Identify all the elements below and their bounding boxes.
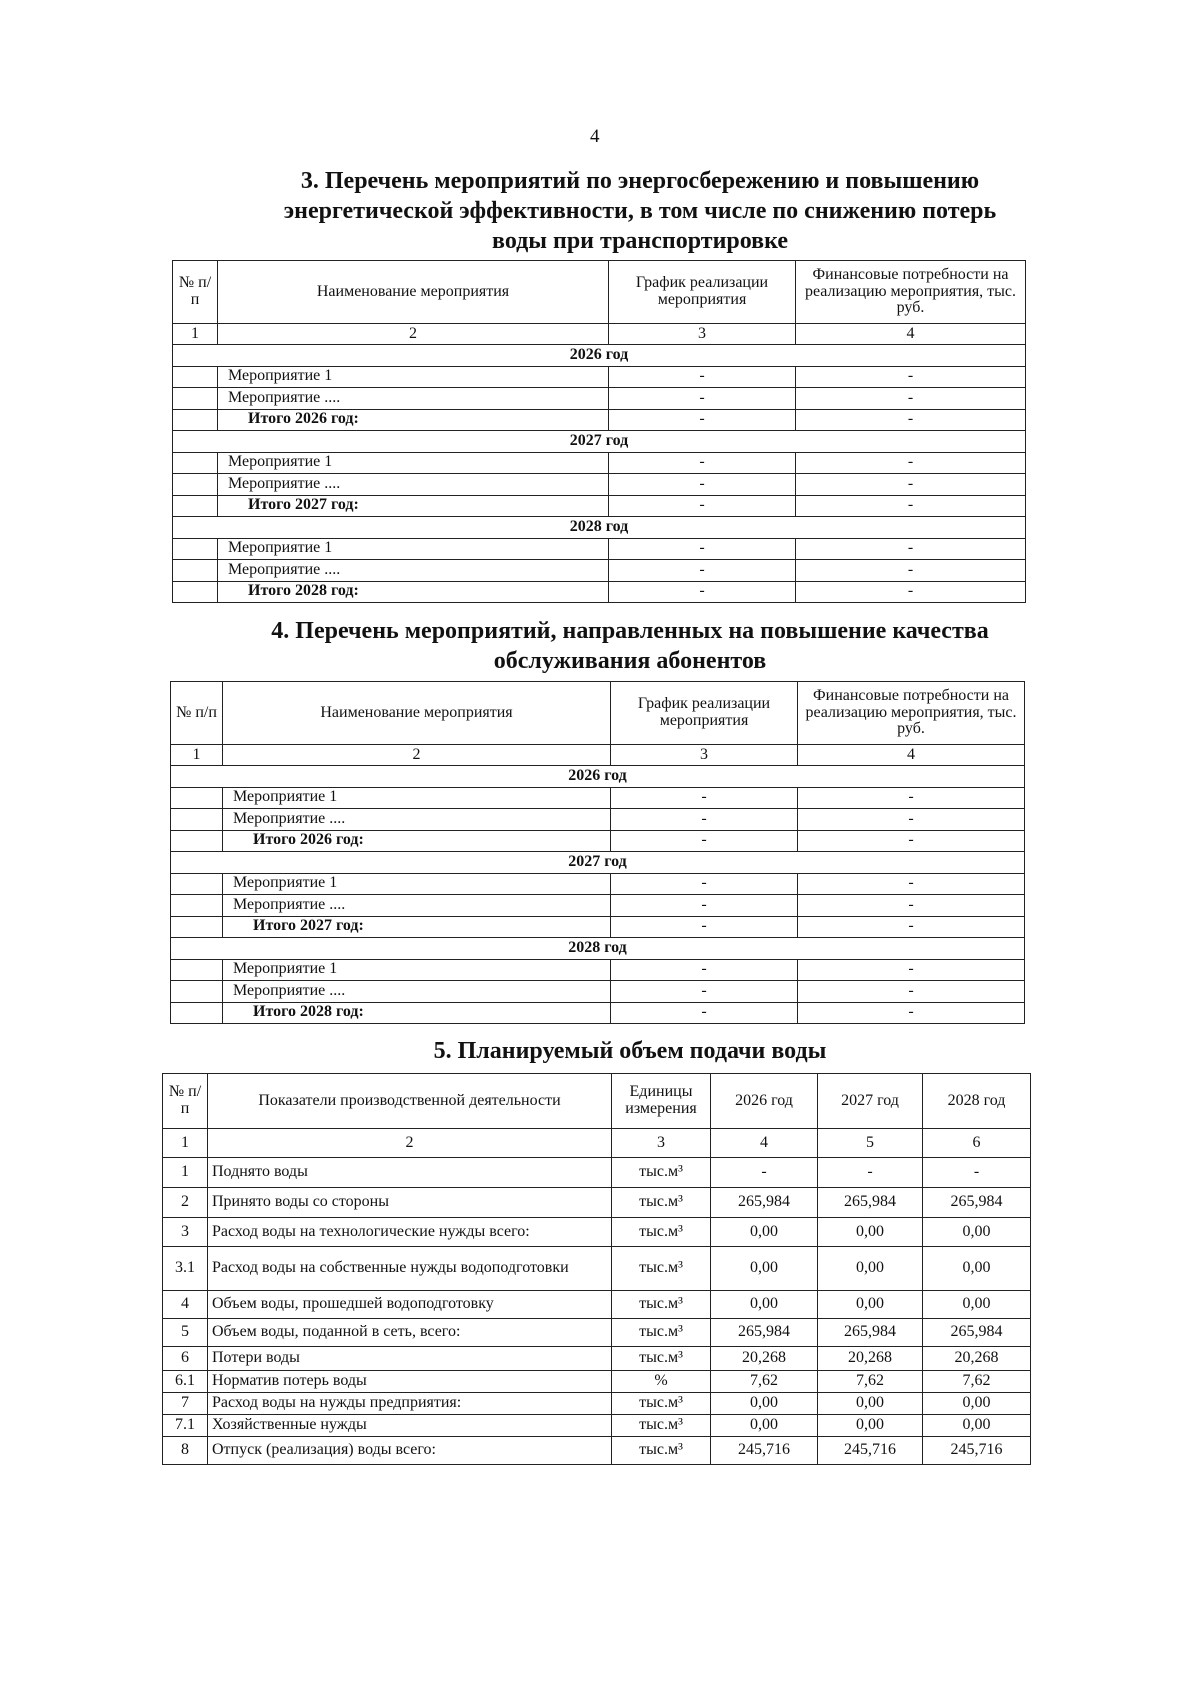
schedule: - [611, 959, 798, 981]
indicator-name: Хозяйственные нужды [208, 1415, 612, 1437]
value-2026: 0,00 [711, 1291, 818, 1319]
schedule: - [611, 981, 798, 1003]
value-2027: - [818, 1158, 923, 1188]
total-label: Итого 2027 год: [223, 916, 611, 938]
measure-name: Мероприятие 1 [223, 787, 611, 809]
schedule: - [609, 366, 796, 388]
table-row [171, 809, 1025, 831]
empty-cell [173, 474, 218, 496]
measure-name: Мероприятие .... [223, 895, 611, 917]
total-label: Итого 2028 год: [218, 581, 609, 603]
column-number: 6 [923, 1129, 1031, 1158]
indicator-name: Объем воды, поданной в сеть, всего: [208, 1319, 612, 1347]
title-line: 3. Перечень мероприятий по энергосбережению и повышению [300, 168, 980, 194]
table-row [171, 981, 1025, 1003]
header-row [163, 1074, 1031, 1129]
total-row [171, 1002, 1025, 1024]
column-number: 1 [171, 745, 223, 766]
total-label: Итого 2027 год: [218, 495, 609, 517]
schedule: - [611, 873, 798, 895]
row-number: 3.1 [163, 1247, 208, 1291]
indicator-name: Объем воды, прошедшей водоподготовку [208, 1291, 612, 1319]
column-number: 5 [818, 1129, 923, 1158]
row-number: 6 [163, 1347, 208, 1371]
value-2026: 20,268 [711, 1347, 818, 1371]
schedule: - [611, 895, 798, 917]
year-label: 2028 год [171, 938, 1025, 960]
column-header: Наименование мероприятия [218, 261, 609, 324]
financing: - [796, 388, 1026, 410]
column-number: 3 [611, 745, 798, 766]
unit: тыс.м³ [612, 1188, 711, 1218]
unit: тыс.м³ [612, 1247, 711, 1291]
financing: - [796, 538, 1026, 560]
column-number: 3 [612, 1129, 711, 1158]
section4-title [180, 616, 1080, 676]
column-header: № п/п [173, 261, 218, 324]
table-row [171, 959, 1025, 981]
schedule: - [609, 495, 796, 517]
column-number-row [163, 1129, 1031, 1158]
value-2027: 7,62 [818, 1371, 923, 1393]
measure-name: Мероприятие 1 [223, 959, 611, 981]
year-row [173, 431, 1026, 453]
table-row [173, 452, 1026, 474]
measure-name: Мероприятие .... [223, 809, 611, 831]
column-number: 2 [208, 1129, 612, 1158]
measure-name: Мероприятие .... [218, 388, 609, 410]
indicator-name: Норматив потерь воды [208, 1371, 612, 1393]
column-header: № п/п [163, 1074, 208, 1129]
value-2027: 0,00 [818, 1247, 923, 1291]
unit: тыс.м³ [612, 1218, 711, 1247]
row-number: 7.1 [163, 1415, 208, 1437]
table-row [163, 1347, 1031, 1371]
water-supply-table [162, 1073, 1031, 1465]
column-header: № п/п [171, 682, 223, 745]
page-number: 4 [590, 126, 600, 147]
column-header: График реализации мероприятия [609, 261, 796, 324]
year-row [171, 938, 1025, 960]
column-number: 4 [711, 1129, 818, 1158]
row-number: 1 [163, 1158, 208, 1188]
total-label: Итого 2028 год: [223, 1002, 611, 1024]
section5-title: 5. Планируемый объем подачи воды [433, 1038, 827, 1064]
schedule: - [611, 916, 798, 938]
column-header: Единицы измерения [612, 1074, 711, 1129]
value-2027: 0,00 [818, 1415, 923, 1437]
column-header: 2028 год [923, 1074, 1031, 1129]
schedule: - [609, 452, 796, 474]
indicator-name: Расход воды на технологические нужды всего: [208, 1218, 612, 1247]
table-row [173, 474, 1026, 496]
financing: - [796, 495, 1026, 517]
schedule: - [609, 581, 796, 603]
value-2027: 265,984 [818, 1188, 923, 1218]
column-number: 4 [798, 745, 1025, 766]
value-2028: - [923, 1158, 1031, 1188]
unit: тыс.м³ [612, 1393, 711, 1415]
schedule: - [609, 409, 796, 431]
empty-cell [173, 495, 218, 517]
value-2028: 0,00 [923, 1291, 1031, 1319]
financing: - [796, 560, 1026, 582]
measure-name: Мероприятие .... [223, 981, 611, 1003]
column-header: Финансовые потребности на реализацию мероприятия, тыс. руб. [798, 682, 1025, 745]
total-label: Итого 2026 год: [223, 830, 611, 852]
row-number: 2 [163, 1188, 208, 1218]
financing: - [798, 873, 1025, 895]
empty-cell [173, 366, 218, 388]
empty-cell [173, 581, 218, 603]
financing: - [798, 916, 1025, 938]
indicator-name: Поднято воды [208, 1158, 612, 1188]
unit: % [612, 1371, 711, 1393]
table-row [171, 895, 1025, 917]
value-2027: 265,984 [818, 1319, 923, 1347]
value-2028: 265,984 [923, 1188, 1031, 1218]
column-header: График реализации мероприятия [611, 682, 798, 745]
row-number: 7 [163, 1393, 208, 1415]
column-number-row [173, 324, 1026, 345]
empty-cell [171, 895, 223, 917]
indicator-name: Расход воды на собственные нужды водоподготовки [208, 1247, 612, 1291]
empty-cell [171, 787, 223, 809]
measure-name: Мероприятие .... [218, 474, 609, 496]
measure-name: Мероприятие 1 [218, 538, 609, 560]
schedule: - [609, 560, 796, 582]
year-label: 2027 год [173, 431, 1026, 453]
column-number: 2 [218, 324, 609, 345]
value-2026: 0,00 [711, 1218, 818, 1247]
title-line: энергетической эффективности, в том числе по снижению потерь [283, 198, 997, 224]
total-row [171, 916, 1025, 938]
value-2026: 245,716 [711, 1437, 818, 1465]
schedule: - [611, 830, 798, 852]
title-line: 4. Перечень мероприятий, направленных на повышение качества [271, 618, 989, 644]
value-2027: 20,268 [818, 1347, 923, 1371]
indicator-name: Расход воды на нужды предприятия: [208, 1393, 612, 1415]
table-row [173, 560, 1026, 582]
value-2026: 265,984 [711, 1319, 818, 1347]
column-header: Наименование мероприятия [223, 682, 611, 745]
schedule: - [611, 787, 798, 809]
indicator-name: Потери воды [208, 1347, 612, 1371]
value-2028: 265,984 [923, 1319, 1031, 1347]
value-2028: 0,00 [923, 1393, 1031, 1415]
table-row [163, 1218, 1031, 1247]
header-row [173, 261, 1026, 324]
row-number: 4 [163, 1291, 208, 1319]
table-row [163, 1158, 1031, 1188]
year-label: 2028 год [173, 517, 1026, 539]
value-2026: 0,00 [711, 1247, 818, 1291]
table-row [163, 1415, 1031, 1437]
total-row [173, 409, 1026, 431]
empty-cell [173, 388, 218, 410]
year-label: 2026 год [173, 345, 1026, 367]
year-row [173, 345, 1026, 367]
table-row [173, 388, 1026, 410]
unit: тыс.м³ [612, 1415, 711, 1437]
value-2028: 245,716 [923, 1437, 1031, 1465]
row-number: 3 [163, 1218, 208, 1247]
value-2027: 0,00 [818, 1291, 923, 1319]
total-row [173, 495, 1026, 517]
total-row [171, 830, 1025, 852]
empty-cell [173, 409, 218, 431]
column-header: 2027 год [818, 1074, 923, 1129]
financing: - [796, 474, 1026, 496]
value-2027: 245,716 [818, 1437, 923, 1465]
unit: тыс.м³ [612, 1319, 711, 1347]
year-row [173, 517, 1026, 539]
financing: - [798, 1002, 1025, 1024]
value-2028: 0,00 [923, 1247, 1031, 1291]
value-2026: 0,00 [711, 1415, 818, 1437]
indicator-name: Отпуск (реализация) воды всего: [208, 1437, 612, 1465]
value-2028: 7,62 [923, 1371, 1031, 1393]
empty-cell [171, 981, 223, 1003]
year-label: 2026 год [171, 766, 1025, 788]
empty-cell [171, 916, 223, 938]
measure-name: Мероприятие .... [218, 560, 609, 582]
financing: - [796, 452, 1026, 474]
empty-cell [171, 1002, 223, 1024]
value-2026: 0,00 [711, 1393, 818, 1415]
financing: - [798, 959, 1025, 981]
value-2027: 0,00 [818, 1393, 923, 1415]
unit: тыс.м³ [612, 1347, 711, 1371]
column-header: 2026 год [711, 1074, 818, 1129]
financing: - [798, 787, 1025, 809]
year-label: 2027 год [171, 852, 1025, 874]
table-row [163, 1437, 1031, 1465]
schedule: - [611, 1002, 798, 1024]
table-row [163, 1247, 1031, 1291]
table-row [173, 538, 1026, 560]
value-2026: - [711, 1158, 818, 1188]
schedule: - [609, 538, 796, 560]
table-row [163, 1371, 1031, 1393]
financing: - [798, 895, 1025, 917]
measure-name: Мероприятие 1 [218, 452, 609, 474]
measure-name: Мероприятие 1 [218, 366, 609, 388]
column-number-row [171, 745, 1025, 766]
column-header: Финансовые потребности на реализацию мероприятия, тыс. руб. [796, 261, 1026, 324]
row-number: 5 [163, 1319, 208, 1347]
value-2028: 0,00 [923, 1218, 1031, 1247]
empty-cell [171, 873, 223, 895]
financing: - [796, 366, 1026, 388]
table-row [171, 873, 1025, 895]
table-row [163, 1393, 1031, 1415]
schedule: - [609, 474, 796, 496]
value-2028: 0,00 [923, 1415, 1031, 1437]
indicator-name: Принято воды со стороны [208, 1188, 612, 1218]
column-number: 2 [223, 745, 611, 766]
table-row [163, 1188, 1031, 1218]
empty-cell [171, 830, 223, 852]
empty-cell [171, 809, 223, 831]
value-2026: 7,62 [711, 1371, 818, 1393]
financing: - [798, 809, 1025, 831]
empty-cell [173, 452, 218, 474]
row-number: 6.1 [163, 1371, 208, 1393]
table-row [163, 1291, 1031, 1319]
total-label: Итого 2026 год: [218, 409, 609, 431]
unit: тыс.м³ [612, 1291, 711, 1319]
financing: - [796, 409, 1026, 431]
year-row [171, 766, 1025, 788]
header-row [171, 682, 1025, 745]
table-row [171, 787, 1025, 809]
total-row [173, 581, 1026, 603]
empty-cell [173, 560, 218, 582]
column-number: 4 [796, 324, 1026, 345]
value-2028: 20,268 [923, 1347, 1031, 1371]
table-row [163, 1319, 1031, 1347]
column-header: Показатели производственной деятельности [208, 1074, 612, 1129]
measures-table-energy [172, 260, 1026, 603]
measures-table-service [170, 681, 1025, 1024]
title-line: воды при транспортировке [492, 228, 788, 254]
schedule: - [611, 809, 798, 831]
row-number: 8 [163, 1437, 208, 1465]
financing: - [796, 581, 1026, 603]
section3-title [200, 166, 1080, 256]
financing: - [798, 981, 1025, 1003]
value-2027: 0,00 [818, 1218, 923, 1247]
column-number: 1 [163, 1129, 208, 1158]
measure-name: Мероприятие 1 [223, 873, 611, 895]
unit: тыс.м³ [612, 1158, 711, 1188]
table-row [173, 366, 1026, 388]
column-number: 1 [173, 324, 218, 345]
schedule: - [609, 388, 796, 410]
title-line: обслуживания абонентов [493, 648, 767, 674]
year-row [171, 852, 1025, 874]
financing: - [798, 830, 1025, 852]
empty-cell [171, 959, 223, 981]
column-number: 3 [609, 324, 796, 345]
unit: тыс.м³ [612, 1437, 711, 1465]
value-2026: 265,984 [711, 1188, 818, 1218]
empty-cell [173, 538, 218, 560]
